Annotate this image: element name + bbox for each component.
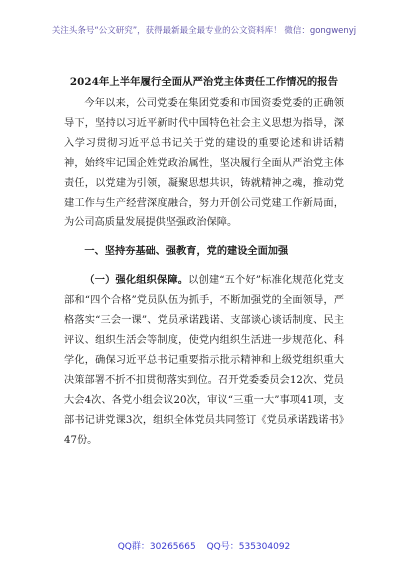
intro-paragraph: 今年以来，公司党委在集团党委和市国资委党委的正确领导下，坚持以习近平新时代中国特色社会主义思想为指导，深入学习贯彻习近平总书记关于党的建设的重要论述和讲话精神，始终牢记国企姓党政治属性，坚决履行全面从严治党主体责任，以党建为引领，凝聚思想共识，铸就精神之魂，推动党建工作与生产经营深度融合，努力开创公司党建工作新局面，为公司高质量发展提供坚强政治保障。 [64,98,344,229]
document-body [64,94,344,450]
subsection-label: （一）强化组织保障。 [84,274,189,287]
section-heading: 一、坚持夯基础、强教育，党的建设全面加强 [84,245,289,258]
header-note: 关注头条号“公文研究”，获得最新最全最专业的公文资料库！ 微信：gongwenyj [51,26,357,36]
footer-qq-group: QQ群：30265665 [117,542,196,552]
subsection-text: 以创建“五个好”标准化规范化党支部和“四个合格”党员队伍为抓手，不断加强党的全面领导，严格落实“三会一课”、党员承诺践诺、支部谈心谈话制度、民主评议、组织生活会等制度，使党内组织生活进一步规范化、科学化，确保习近平总书记重要指示批示精神和上级党组织重大决策部署不折不扣贯彻落实到位。召开党委委员会12次、党员大会4次、各党小组会议20次，审议“三重一大”事项41项，支部书记讲党课3次，组织全体党员共同签订《党员承诺践诺书》47份。 [64,275,344,446]
footer-contact [0,539,408,552]
footer-qq-number: QQ号：535304092 [206,542,291,552]
document-title: 2024年上半年履行全面从严治党主体责任工作情况的报告 [69,76,339,88]
subsection-paragraph [64,271,344,450]
